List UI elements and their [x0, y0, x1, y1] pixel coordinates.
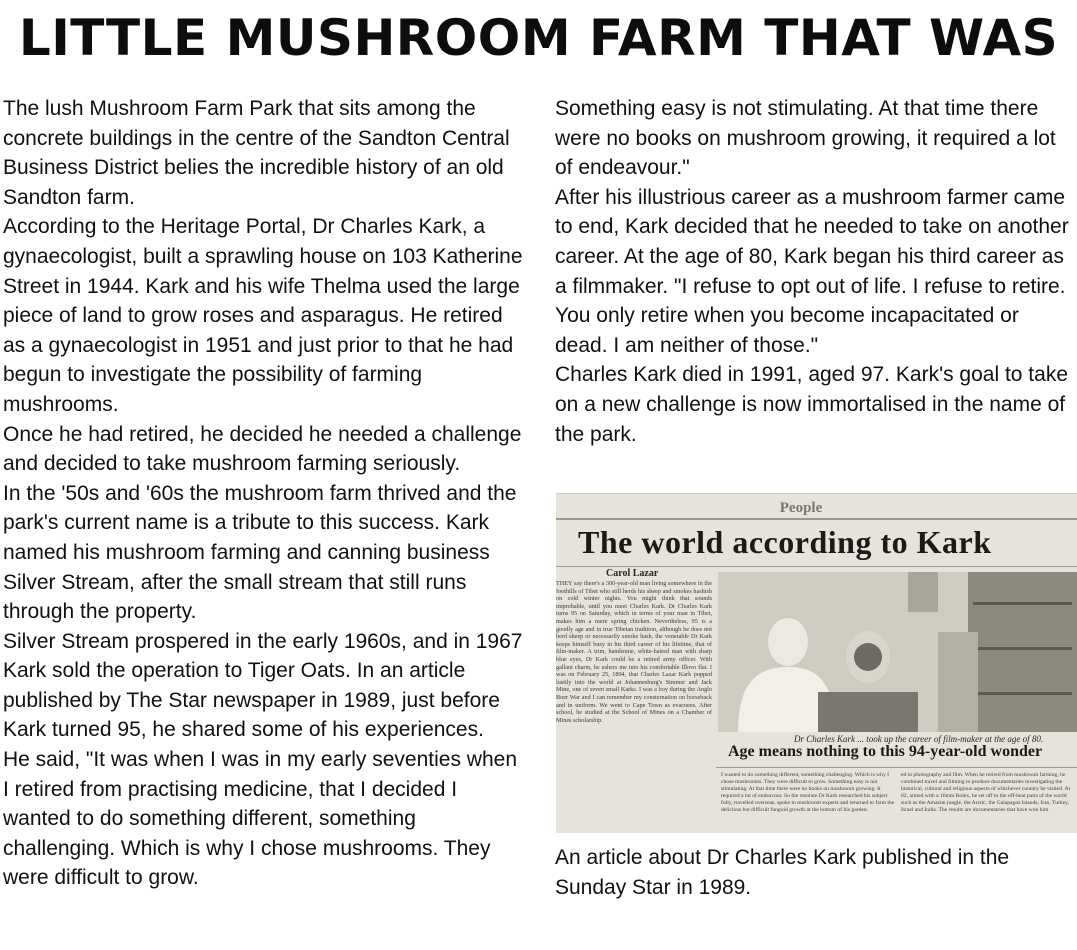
clipping-body-text: THEY say there's a 300-year-old man living somewhere in the foothills of Tibet who still herds his sheep and smokes hashish on cold winter nights. You might think that sounds improbable, until you meet Charles Kark. Dr Charles Kark turns 95 on Saturday, which in terms of your man in Tibet, makes him a mere spring chicken. Nevertheless, 95 is a goodly age and in true Tibetan tradition, although he does not herd sheep or necessarily smoke hash, the venerable Dr Kark keeps himself busy in his third career of his lifetime, that of film-maker. A trim, handsome, white-haired man with sharp blue eyes, Dr Kark could be a retired army officer. With gallant charm, he ushers me into his comfortable Illovo flat. I was on February 25, 1894, that Charles Lazar Kark popped lustily into the world at Johannesburg's Simmer and Jack Mine, one of seven small Karks. I was a boy during the Anglo Boer War and I can remember my consternation on horseback and in uniform. We went to Cape Town as evacuees. After school, he studied at the School of Mines on a Chamber of Mines scholarship.	[556, 580, 712, 724]
clipping-subhead: Age means nothing to this 94-year-old wonder	[728, 743, 1043, 760]
left-column	[3, 94, 523, 893]
clipping-section-label: People	[779, 500, 823, 516]
clipping-bottom-text: ed in photography and film. When he retired from mushroom farming, he combined travel and filming to produce documentaries investigating the historical, cultural and religious aspects of whichever country he visited. At 82, armed with a 16mm Bolex, he set off to the off-beat parts of the world such as the Amazon jungle, the Arctic, the Galapagos Islands, Iran, Turkey, Israel and India. The results are documentaries that have won him	[901, 772, 1071, 813]
photo-person-head	[768, 618, 808, 666]
paragraph: In the '50s and '60s the mushroom farm thrived and the park's current name is a tribute to this success. Kark named his mushroom farming and canning business Silver Stream, after the small stream that still runs through the property.	[3, 481, 517, 624]
clipping-rule	[716, 767, 1077, 768]
figure-caption: An article about Dr Charles Kark published in the Sunday Star in 1989.	[555, 846, 1010, 899]
photo-bookshelf	[968, 572, 1077, 732]
paragraph: Something easy is not stimulating. At that time there were no books on mushroom growing, it required a lot of endeavour."	[555, 97, 1056, 180]
clipping-rule	[556, 518, 1077, 520]
paragraph: The lush Mushroom Farm Park that sits among the concrete buildings in the centre of the Sandton Central Business District belies the incredible history of an old Sandton farm.	[3, 97, 510, 209]
kark-photo	[718, 572, 1077, 732]
right-column	[555, 94, 1073, 449]
paragraph: He said, "It was when I was in my early seventies when I retired from practising medicine, that I decided I wanted to do something different, something challenging. Which is why I chose mushrooms. They were difficult to grow.	[3, 748, 518, 890]
photo-window	[908, 572, 938, 612]
article-headline: LITTLE MUSHROOM FARM THAT WAS	[18, 9, 1059, 67]
newspaper-clipping-image	[556, 493, 1077, 833]
photo-desk	[818, 692, 918, 732]
clipping-byline: Carol Lazar	[606, 568, 659, 579]
paragraph: Charles Kark died in 1991, aged 97. Kark's goal to take on a new challenge is now immortalised in the name of the park.	[555, 363, 1068, 446]
paragraph: Silver Stream prospered in the early 1960s, and in 1967 Kark sold the operation to Tiger Oats. In an article published by The Star newspaper in 1989, just before Kark turned 95, he shared some of his experiences.	[3, 629, 523, 742]
paragraph: According to the Heritage Portal, Dr Charles Kark, a gynaecologist, built a sprawling house on 103 Katherine Street in 1944. Kark and his wife Thelma used the large piece of land to grow roses and asparagus. He retired as a gynaecologist in 1951 and just prior to that he had begun to investigate the possibility of farming mushrooms.	[3, 215, 523, 416]
clipping-photo-caption: Dr Charles Kark ... took up the career of film-maker at the age of 80.	[794, 734, 1044, 744]
clipping-rule	[556, 566, 1077, 567]
photo-cabinet	[938, 632, 978, 732]
paragraph: After his illustrious career as a mushroom farmer came to end, Kark decided that he needed to take on another career. At the age of 80, Kark began his third career as a filmmaker. "I refuse to opt out of life. I refuse to retire. You only retire when you become incapacitated or dead. I am neither of those."	[555, 185, 1069, 357]
clipping-bottom-text: I wanted to do something different, something challenging. Which is why I chose mushrooms. They were difficult to grow. Something easy is not stimulating. At that time there were no books on mushroom growing. It required a lot of endeavour. So the resolute Dr Kark researched his subject fully, travelled overseas, spoke to mushroom experts and returned to farm the delicious but difficult fungoid growth at the bottom of his garden.	[721, 772, 895, 813]
paragraph: Once he had retired, he decided he needed a challenge and decided to take mushroom farming seriously.	[3, 422, 522, 476]
clipping-title: The world according to Kark	[578, 524, 992, 560]
